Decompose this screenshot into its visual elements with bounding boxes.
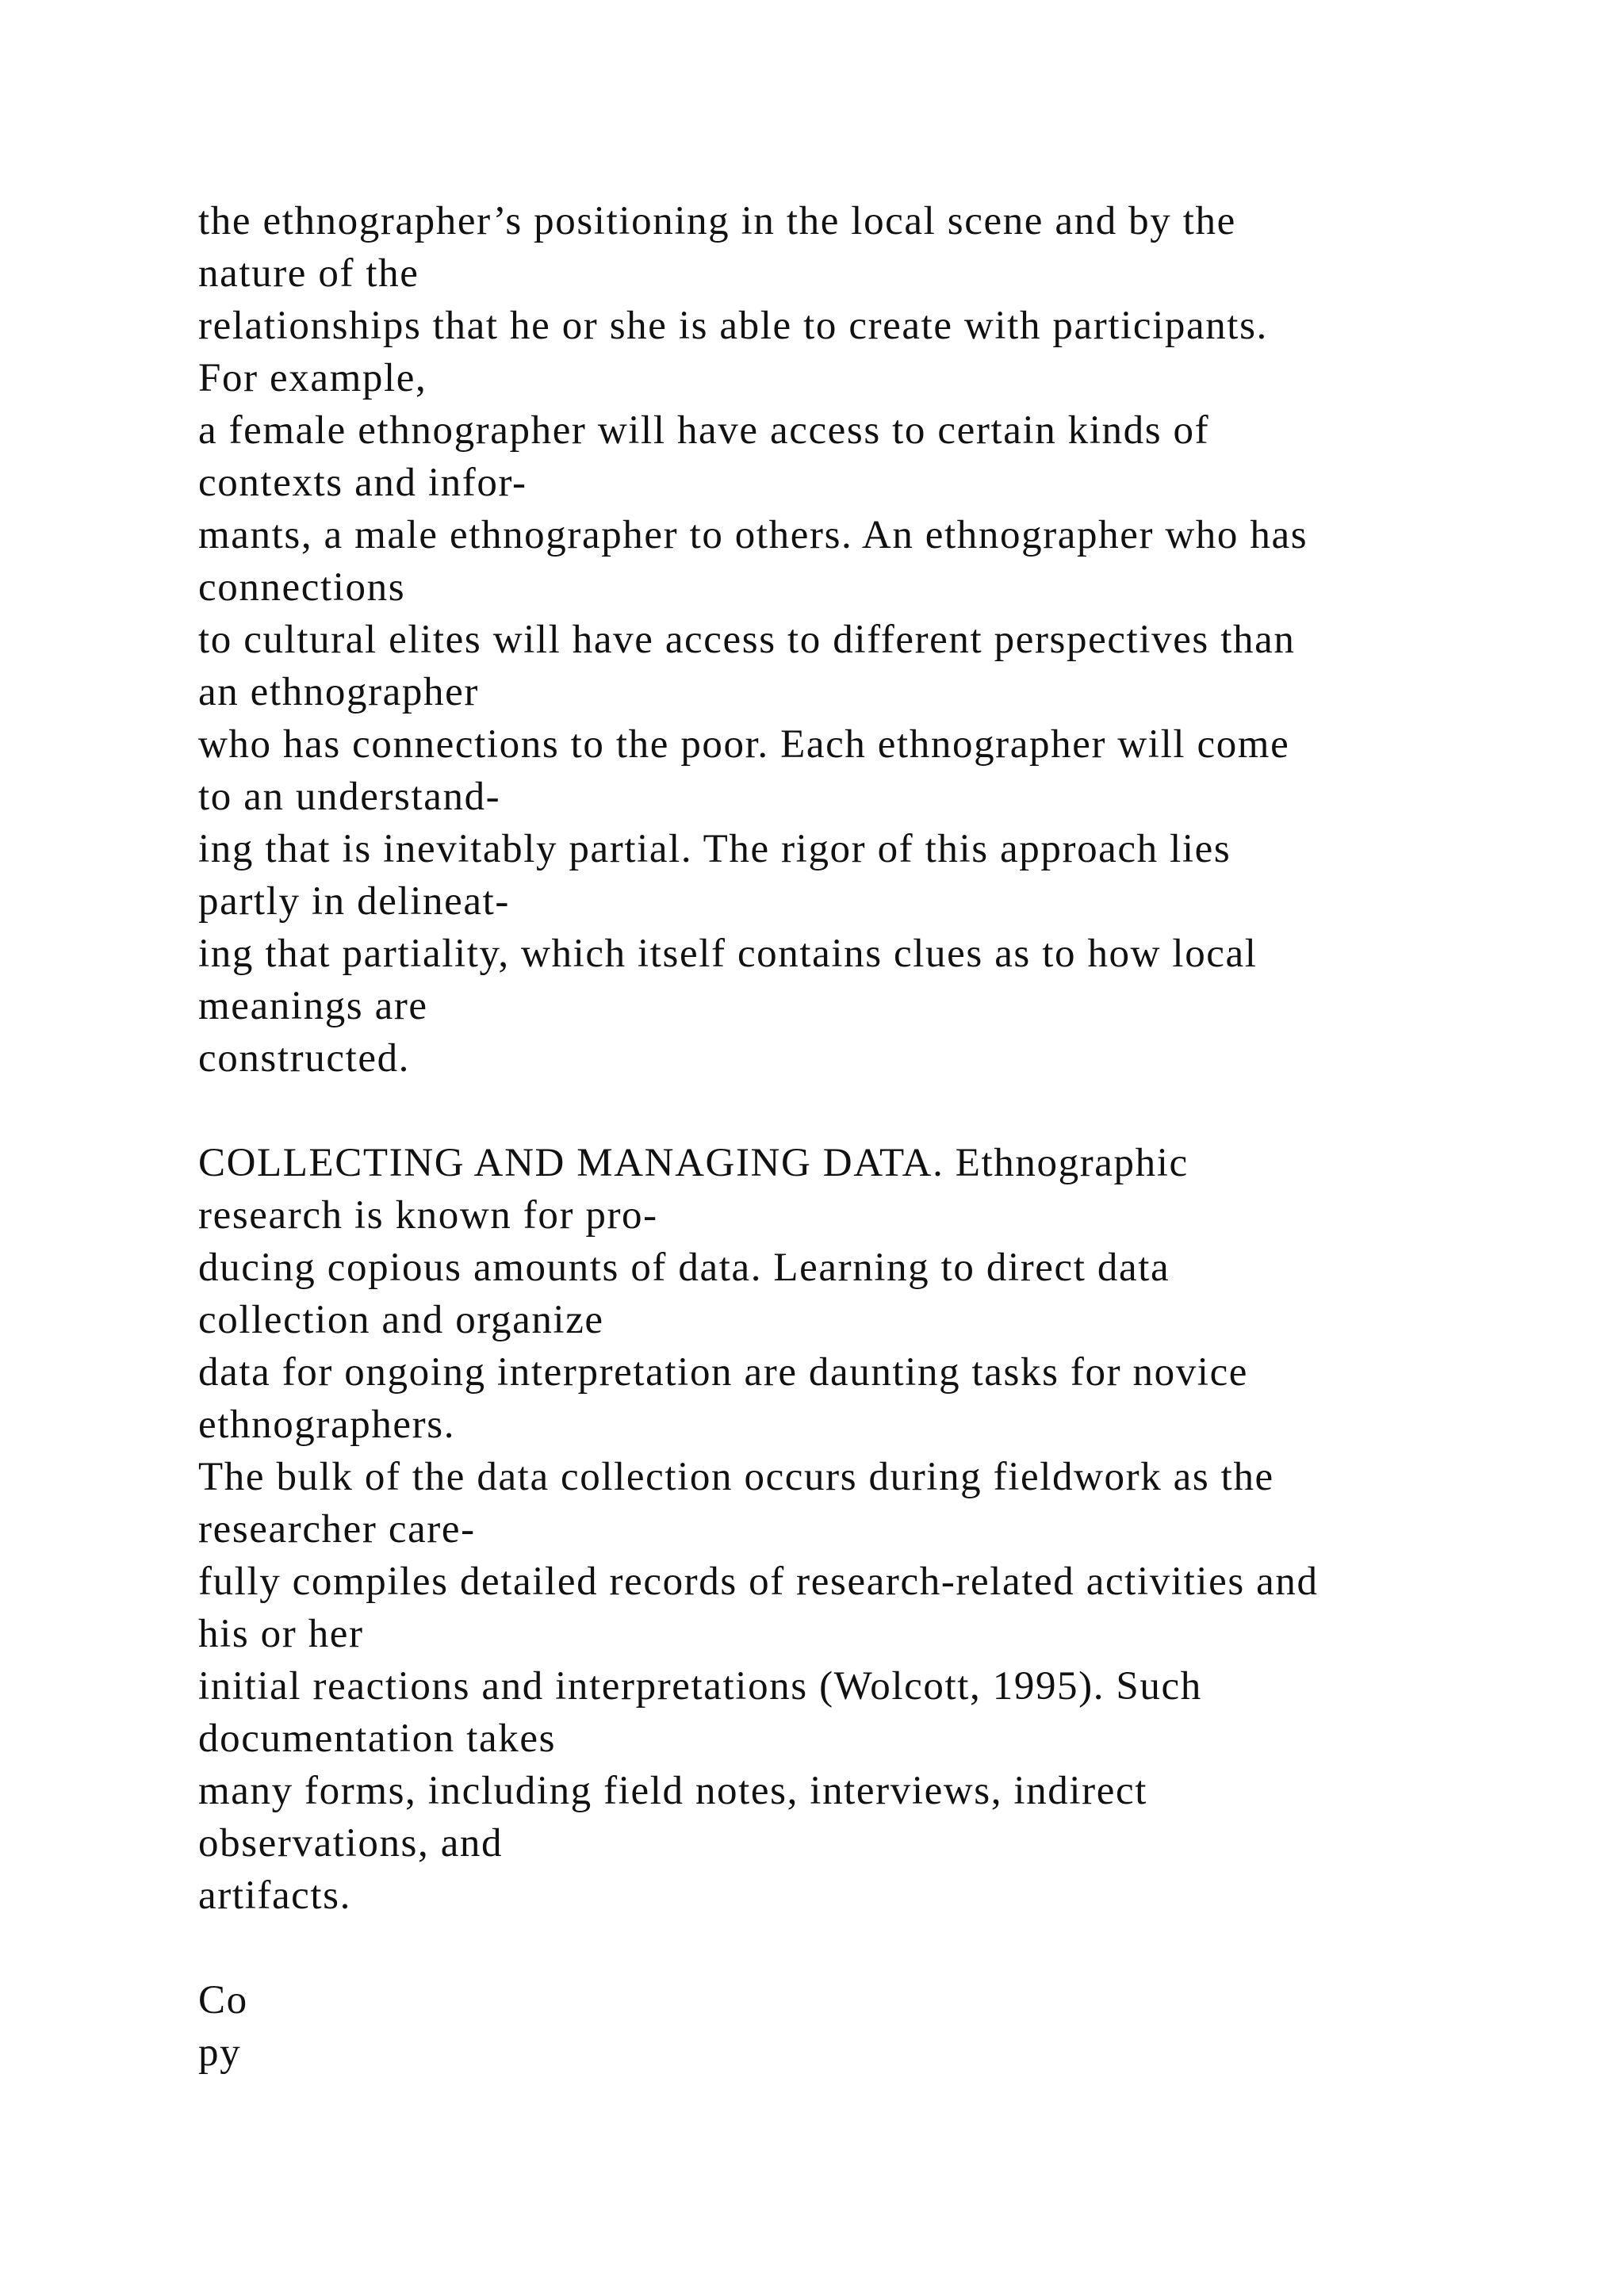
text-line: documentation takes [198,1716,557,1761]
text-line: the ethnographer’s positioning in the local scene and by the [198,199,1236,243]
paragraph-2 [198,1137,1515,1922]
text-line: relationships that he or she is able to create with participants. [198,304,1268,348]
text-line: his or her [198,1612,364,1656]
text-fragment [198,1974,1515,2079]
text-line: ducing copious amounts of data. Learning to direct data [198,1246,1170,1290]
text-line: collection and organize [198,1298,604,1342]
paragraph-1 [198,195,1515,1085]
text-line: nature of the [198,251,419,296]
text-line: connections [198,565,406,610]
text-line: research is known for pro- [198,1193,658,1238]
paragraph-gap [198,1085,1515,1137]
text-line: ing that is inevitably partial. The rigor of this approach lies [198,827,1231,871]
text-line: who has connections to the poor. Each ethnographer will come [198,722,1290,767]
text-line: mants, a male ethnographer to others. An ethnographer who has [198,513,1308,557]
text-line: observations, and [198,1821,504,1866]
text-line: partly in delineat- [198,879,510,924]
text-line: py [198,2030,242,2075]
text-line: For example, [198,356,427,400]
text-line: contexts and infor- [198,461,527,505]
text-line: Co [198,1978,248,2022]
text-line: COLLECTING AND MANAGING DATA. Ethnographic [198,1141,1189,1185]
text-line: an ethnographer [198,670,479,714]
paragraph-gap [198,1922,1515,1974]
text-line: ing that partiality, which itself contains clues as to how local [198,932,1258,976]
text-line: researcher care- [198,1507,476,1552]
text-line: The bulk of the data collection occurs during fieldwork as the [198,1455,1274,1499]
text-line: ethnographers. [198,1402,456,1447]
text-line: initial reactions and interpretations (Wolcott, 1995). Such [198,1664,1202,1709]
text-line: to an understand- [198,775,501,819]
document-body [198,195,1515,2079]
text-line: data for ongoing interpretation are daunting tasks for novice [198,1350,1249,1395]
text-line: many forms, including field notes, interviews, indirect [198,1769,1148,1813]
text-line: a female ethnographer will have access to certain kinds of [198,408,1210,453]
text-line: fully compiles detailed records of research-related activities and [198,1559,1319,1604]
text-line: to cultural elites will have access to different perspectives than [198,618,1296,662]
text-line: constructed. [198,1036,411,1081]
text-line: artifacts. [198,1873,351,1918]
text-line: meanings are [198,984,428,1028]
